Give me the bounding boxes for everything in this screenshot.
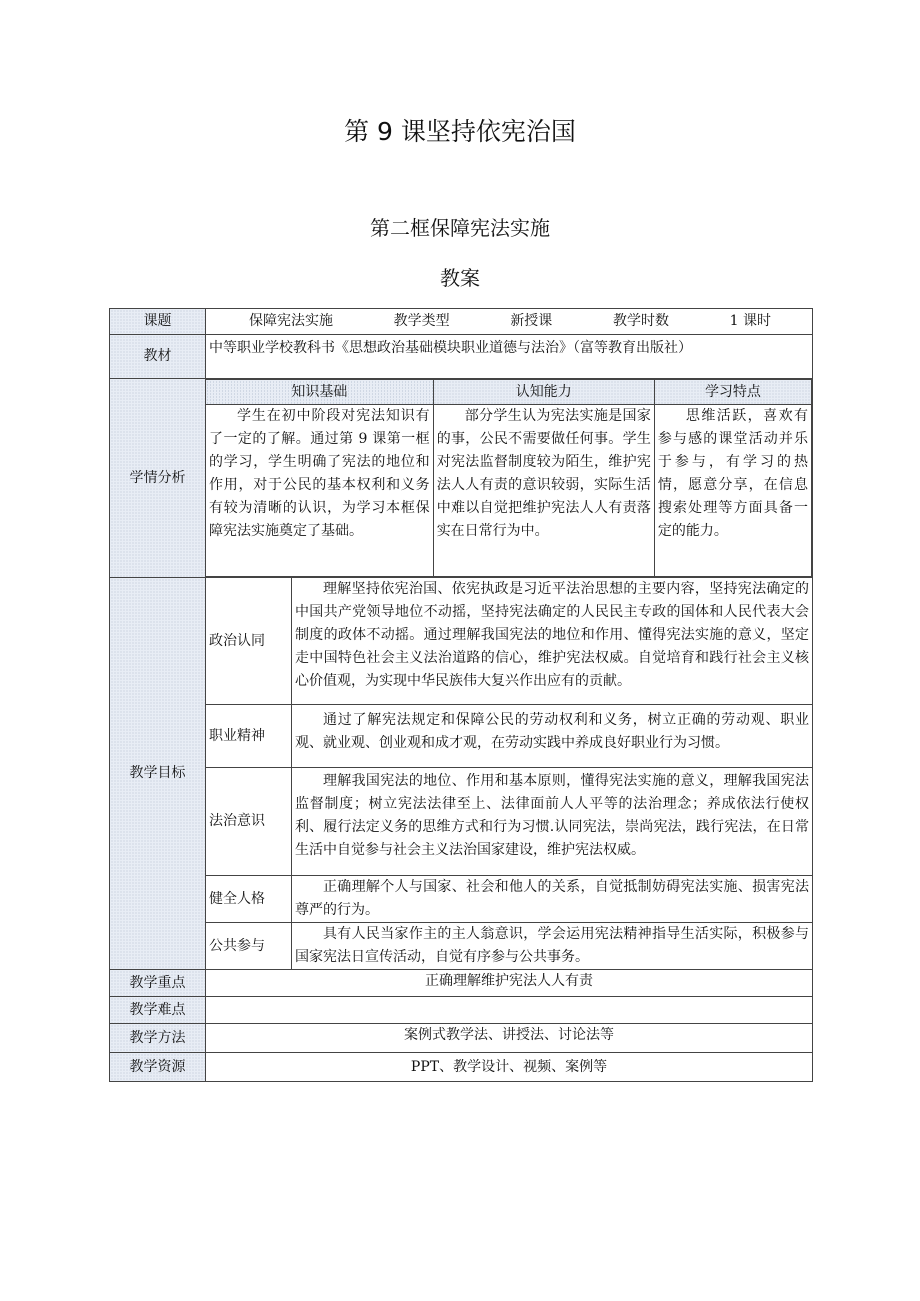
analysis-subtable — [206, 379, 812, 577]
section-title: 第二框保障宪法实施 — [370, 216, 550, 240]
goal-row — [110, 578, 813, 705]
analysis-label: 学情分析 — [110, 379, 206, 578]
lesson-title: 第 9 课坚持依宪治国 — [344, 117, 576, 146]
difficulties-row — [110, 997, 813, 1024]
goal-name: 政治认同 — [206, 578, 292, 705]
goal-row — [110, 705, 813, 768]
methods-value: 案例式教学法、讲授法、讨论法等 — [206, 1024, 813, 1053]
goal-name: 法治意识 — [206, 768, 292, 876]
goal-text: 理解我国宪法的地位、作用和基本原则，懂得宪法实施的意义，理解我国宪法监督制度；树立宪法法律至上、法律面前人人平等的法治理念；养成依法行使权利、履行法定义务的思维方式和行为习惯.认同宪法，崇尚宪法，践行宪法，在日常生活中自觉参与社会主义法治国家建设，维护宪法权威。 — [292, 768, 813, 876]
lesson-plan-table — [109, 308, 813, 1082]
analysis-header-knowledge: 知识基础 — [206, 380, 433, 405]
hours-value: 1 课时 — [729, 313, 771, 329]
analysis-header-cognition: 认知能力 — [433, 380, 654, 405]
textbook-row — [110, 335, 813, 379]
goal-name: 健全人格 — [206, 876, 292, 923]
methods-label: 教学方法 — [110, 1024, 206, 1053]
doc-type-title: 教案 — [440, 266, 480, 290]
type-value: 新授课 — [510, 313, 553, 329]
analysis-text-cognition: 部分学生认为宪法实施是国家的事，公民不需要做任何事。学生对宪法监督制度较为陌生，维护宪法人人有责的意识较弱，实际生活中难以自觉把维护宪法人人有责落实在日常行为中。 — [433, 405, 654, 577]
goal-text: 理解坚持依宪治国、依宪执政是习近平法治思想的主要内容，坚持宪法确定的中国共产党领导地位不动摇，坚持宪法确定的人民民主专政的国体和人民代表大会制度的政体不动摇。通过理解我国宪法的地位和作用、懂得宪法实施的意义，坚定走中国特色社会主义法治道路的信心，维护宪法权威。自觉培育和践行社会主义核心价值观，为实现中华民族伟大复兴作出应有的贡献。 — [292, 578, 813, 705]
analysis-text-knowledge: 学生在初中阶段对宪法知识有了一定的了解。通过第 9 课第一框的学习，学生明确了宪法的地位和作用，对于公民的基本权利和义务有较为清晰的认识，为学习本框保障宪法实施奠定了基础。 — [206, 405, 433, 577]
topic-label: 课题 — [110, 309, 206, 335]
goal-text: 具有人民当家作主的主人翁意识，学会运用宪法精神指导生活实际，积极参与国家宪法日宣传活动，自觉有序参与公共事务。 — [292, 923, 813, 970]
analysis-row — [110, 379, 813, 578]
topic-value: 保障宪法实施 — [249, 313, 333, 329]
resources-value: PPT、教学设计、视频、案例等 — [206, 1053, 813, 1082]
hours-label: 教学时数 — [612, 313, 669, 329]
resources-label: 教学资源 — [110, 1053, 206, 1082]
goal-row — [110, 876, 813, 923]
key-points-value: 正确理解维护宪法人人有责 — [206, 970, 813, 997]
goal-text: 通过了解宪法规定和保障公民的劳动权利和义务，树立正确的劳动观、职业观、就业观、创业观和成才观，在劳动实践中养成良好职业行为习惯。 — [292, 705, 813, 768]
key-points-label: 教学重点 — [110, 970, 206, 997]
goals-label: 教学目标 — [110, 578, 206, 970]
methods-row — [110, 1024, 813, 1053]
topic-row — [110, 309, 813, 335]
difficulties-value — [206, 997, 813, 1024]
analysis-text-learning: 思维活跃，喜欢有参与感的课堂活动并乐于参与，有学习的热情，愿意分享，在信息搜索处理等方面具备一定的能力。 — [654, 405, 811, 577]
topic-line — [209, 310, 809, 333]
goal-name: 职业精神 — [206, 705, 292, 768]
textbook-label: 教材 — [110, 335, 206, 379]
goal-text: 正确理解个人与国家、社会和他人的关系，自觉抵制妨碍宪法实施、损害宪法尊严的行为。 — [292, 876, 813, 923]
goal-row — [110, 923, 813, 970]
key-points-row — [110, 970, 813, 997]
analysis-header-learning: 学习特点 — [654, 380, 811, 405]
resources-row — [110, 1053, 813, 1082]
goal-name: 公共参与 — [206, 923, 292, 970]
difficulties-label: 教学难点 — [110, 997, 206, 1024]
textbook-value: 中等职业学校教科书《思想政治基础模块职业道德与法治》（富等教育出版社） — [206, 335, 813, 379]
type-label: 教学类型 — [393, 313, 450, 329]
goal-row — [110, 768, 813, 876]
